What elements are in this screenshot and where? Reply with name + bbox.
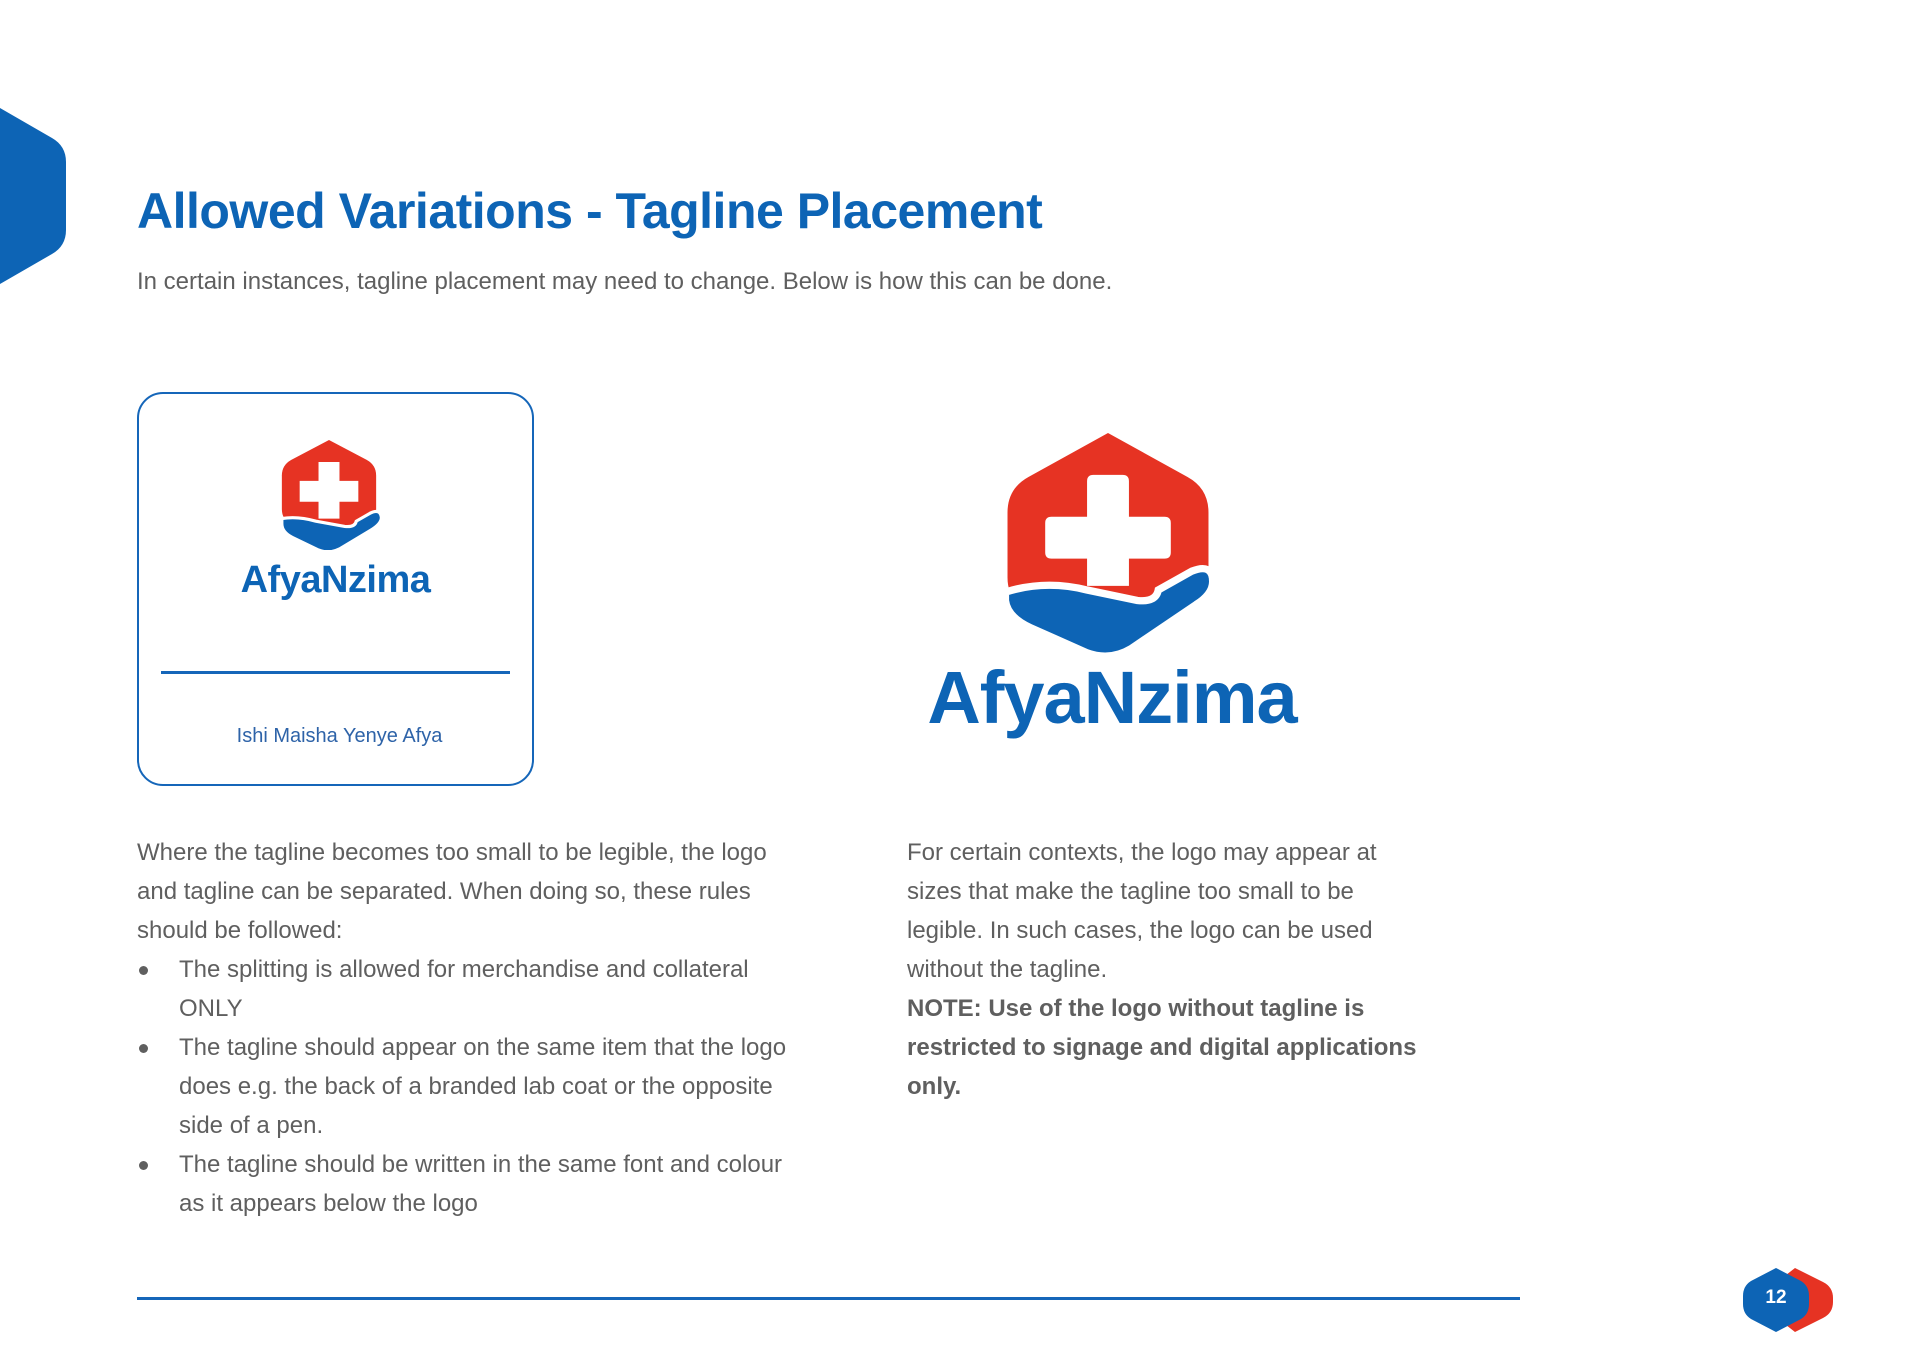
bullet-icon	[139, 1044, 148, 1053]
list-item: The tagline should appear on the same item that the logo does e.g. the back of a branded lab coat or the opposite side of a pen.	[137, 1028, 807, 1145]
logo-tagline-card	[137, 392, 534, 786]
left-column	[137, 833, 807, 1223]
left-intro-text: Where the tagline becomes too small to be legible, the logo and tagline can be separated. When doing so, these rules should be followed:	[137, 839, 767, 944]
afyanzima-logo-large-icon	[1003, 433, 1213, 657]
rules-list	[137, 950, 807, 1223]
note-text: NOTE: Use of the logo without tagline is restricted to signage and digital applications only.	[907, 995, 1417, 1100]
page-number: 12	[1765, 1287, 1787, 1308]
bullet-icon	[139, 1161, 148, 1170]
right-column	[907, 833, 1427, 1106]
large-wordmark: AfyaNzima	[927, 656, 1297, 739]
list-item: The splitting is allowed for merchandise and collateral ONLY	[137, 950, 807, 1028]
card-tagline: Ishi Maisha Yenye Afya	[236, 725, 443, 747]
footer-divider	[137, 1297, 1520, 1300]
card-divider	[161, 671, 510, 674]
list-item: The tagline should be written in the same font and colour as it appears below the logo	[137, 1145, 807, 1223]
bullet-icon	[139, 966, 148, 975]
card-wordmark: AfyaNzima	[240, 559, 431, 601]
page-subtitle: In certain instances, tagline placement may need to change. Below is how this can be done.	[137, 268, 1113, 295]
page-title: Allowed Variations - Tagline Placement	[137, 183, 1043, 239]
right-body-text: For certain contexts, the logo may appear at sizes that make the tagline too small to be legible. In such cases, the logo can be used without the tagline.	[907, 839, 1377, 983]
afyanzima-logo-icon	[274, 440, 384, 550]
corner-hexagon-decoration	[0, 108, 68, 284]
